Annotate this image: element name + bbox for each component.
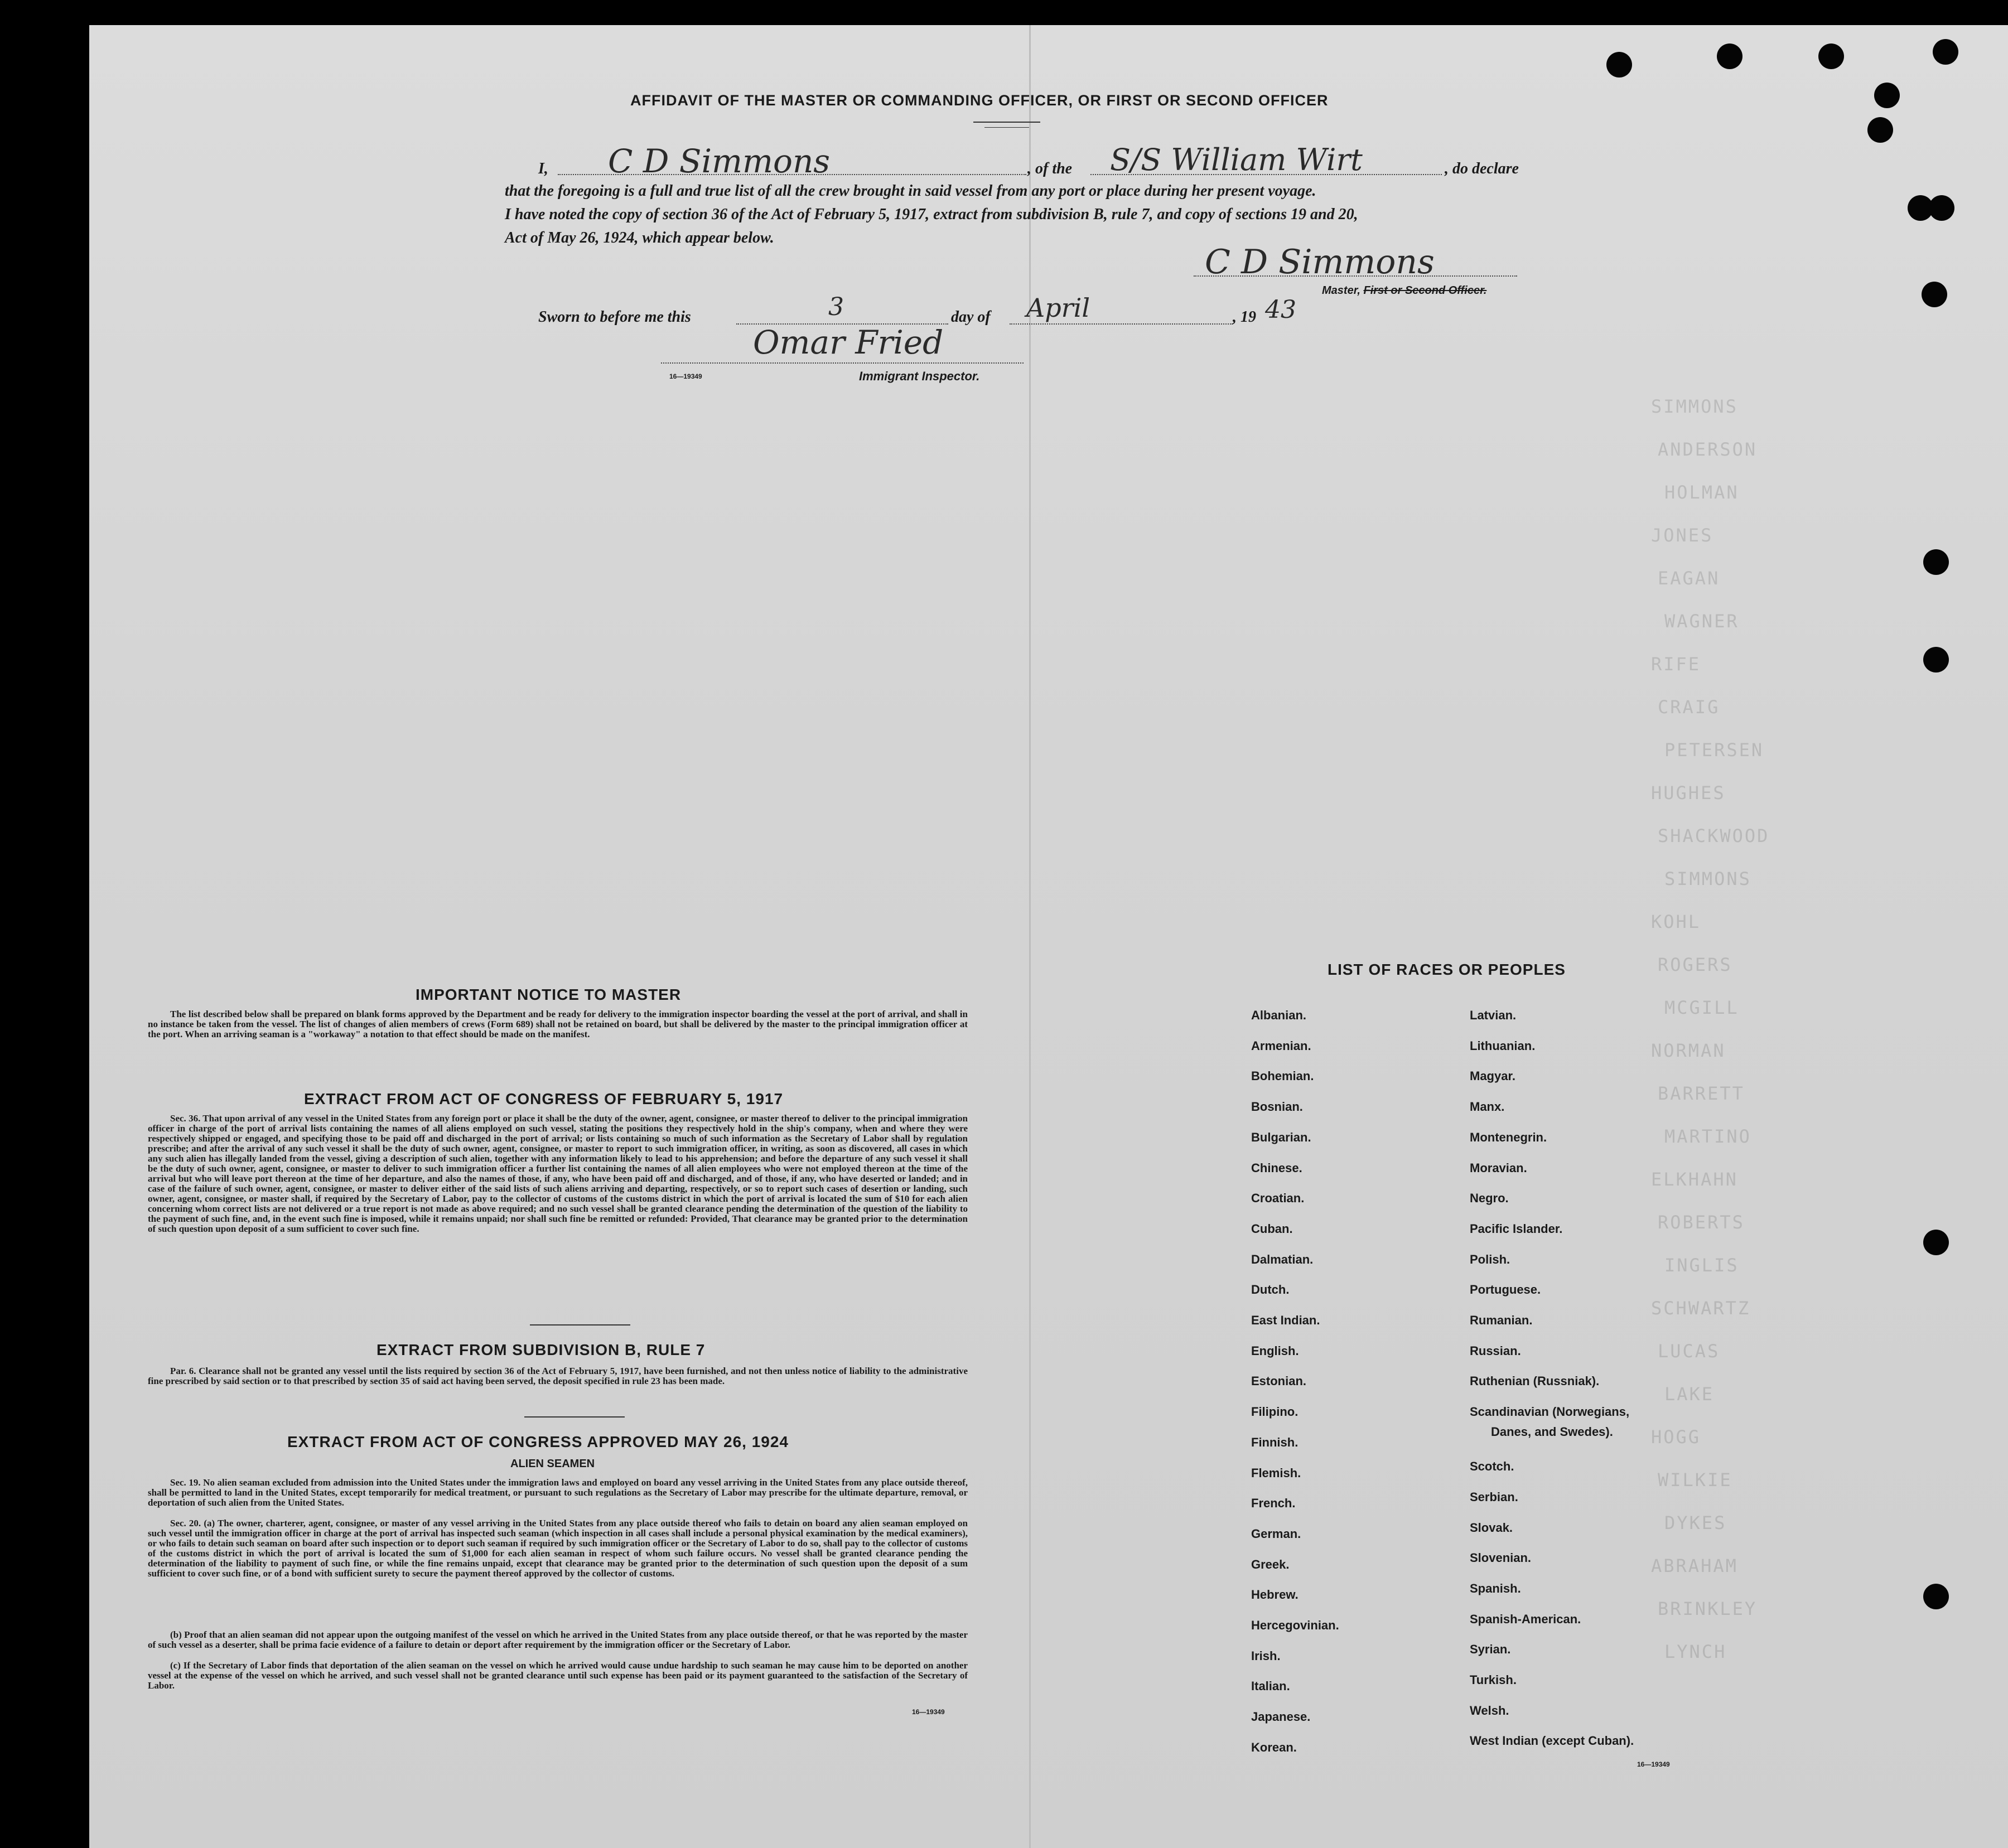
race-item: Greek. xyxy=(1251,1557,1290,1571)
race-item: English. xyxy=(1251,1343,1299,1358)
races-form-number: 16—19349 xyxy=(1637,1760,1670,1768)
punch-hole xyxy=(1717,43,1742,69)
race-item: Scandinavian (Norwegians, xyxy=(1470,1405,1630,1419)
race-item: Hercegovinian. xyxy=(1251,1618,1339,1632)
bleedthrough-name: ROGERS xyxy=(1658,954,1732,975)
races-title: LIST OF RACES OR PEOPLES xyxy=(1328,961,1566,978)
race-item: Danes, and Swedes). xyxy=(1491,1425,1613,1439)
sec20b-body: (b) Proof that an alien seaman did not appear upon the outgoing manifest of the vessel on which he arrived in the United States from any place outside thereof, or that he was reported by the master of such vessel as a deserter, shall be prima facie evidence of a failure to detain or deport after requirement by the immigration officer or the Secretary of Labor. xyxy=(148,1629,968,1650)
master-signature-line xyxy=(1194,250,1517,277)
punch-hole xyxy=(1818,43,1844,69)
bleedthrough-name: SIMMONS xyxy=(1664,868,1751,889)
signer-handwritten: C D Simmons xyxy=(608,142,831,180)
race-item: Dutch. xyxy=(1251,1283,1290,1297)
race-item: Flemish. xyxy=(1251,1465,1301,1480)
year-prefix: , 19 xyxy=(1233,308,1256,326)
bleedthrough-name: MARTINO xyxy=(1664,1126,1751,1147)
race-item: Pacific Islander. xyxy=(1470,1221,1563,1236)
race-item: Irish. xyxy=(1251,1648,1281,1663)
race-item: Scotch. xyxy=(1470,1459,1514,1474)
master-title-struck: First or Second Officer. xyxy=(1363,284,1487,297)
sworn-label: Sworn to before me this xyxy=(538,308,691,326)
master-title-text: Master, xyxy=(1322,284,1360,297)
master-title xyxy=(1322,284,1486,297)
race-item: Croatian. xyxy=(1251,1191,1305,1206)
bleedthrough-name: LYNCH xyxy=(1664,1641,1727,1662)
extract-1917-title: EXTRACT FROM ACT OF CONGRESS OF FEBRUARY 5, 1917 xyxy=(304,1090,784,1107)
race-item: Spanish-American. xyxy=(1470,1612,1581,1626)
punch-hole xyxy=(1874,83,1900,108)
bleedthrough-name: WILKIE xyxy=(1658,1469,1732,1491)
race-item: Magyar. xyxy=(1470,1069,1515,1083)
declaration-line4: Act of May 26, 1924, which appear below. xyxy=(505,229,774,246)
punch-hole xyxy=(1923,1230,1949,1255)
bleedthrough-name: LUCAS xyxy=(1658,1341,1720,1362)
race-item: Armenian. xyxy=(1251,1038,1311,1053)
bleedthrough-name: NORMAN xyxy=(1651,1040,1726,1061)
bleedthrough-name: ROBERTS xyxy=(1658,1212,1745,1233)
bleedthrough-name: LAKE xyxy=(1664,1383,1715,1405)
race-item: Portuguese. xyxy=(1470,1283,1541,1297)
punch-hole xyxy=(1933,39,1958,65)
inspector-title: Immigrant Inspector. xyxy=(859,369,980,383)
punch-hole xyxy=(1606,52,1632,78)
race-item: Italian. xyxy=(1251,1679,1290,1694)
bleedthrough-name: EAGAN xyxy=(1658,568,1720,589)
rule7-body: Par. 6. Clearance shall not be granted any vessel until the lists required by section 36 of the Act of February 5, 1917, have been furnished, and not then unless notice of liability to the administrative fine prescribed by said section or to that prescribed by section 35 of said act having been served, the deposit specified in rule 23 has been made. xyxy=(148,1366,968,1386)
bleedthrough-name: HOGG xyxy=(1651,1426,1701,1448)
bleedthrough-name: CRAIG xyxy=(1658,696,1720,718)
bleedthrough-name: WAGNER xyxy=(1664,611,1739,632)
race-item: Russian. xyxy=(1470,1343,1521,1358)
race-item: Slovak. xyxy=(1470,1520,1513,1535)
race-item: Albanian. xyxy=(1251,1008,1307,1022)
bleedthrough-name: INGLIS xyxy=(1664,1255,1739,1276)
bleedthrough-name: HOLMAN xyxy=(1664,482,1739,503)
punch-hole xyxy=(1923,1584,1949,1609)
bleedthrough-name: JONES xyxy=(1651,525,1713,546)
punch-hole xyxy=(1867,117,1893,143)
race-item: French. xyxy=(1251,1496,1296,1511)
race-item: Chinese. xyxy=(1251,1160,1302,1175)
race-item: East Indian. xyxy=(1251,1313,1320,1327)
alien-seamen-subtitle: ALIEN SEAMEN xyxy=(510,1458,595,1470)
race-item: Montenegrin. xyxy=(1470,1130,1547,1144)
race-item: German. xyxy=(1251,1526,1301,1541)
race-item: Hebrew. xyxy=(1251,1588,1299,1602)
inspector-signature: Omar Fried xyxy=(753,323,944,361)
race-item: Japanese. xyxy=(1251,1710,1311,1724)
race-item: Syrian. xyxy=(1470,1642,1511,1657)
bleedthrough-name: KOHL xyxy=(1651,911,1701,932)
sec20a-body: Sec. 20. (a) The owner, charterer, agent, consignee, or master of any vessel arriving in the United States from any place outside thereof who fails to detain on board any alien seaman employed on such vessel until the immigration officer in charge at the port of arrival has inspected such seaman (which inspection in all cases shall include a personal physical examination by the medical examiners), or who fails to detain such seaman on board after such inspection or to deport such seaman if required by such immigration officer or the Secretary of Labor to do so, shall pay to the collector of customs of the customs district in which the port of arrival is located the sum of $1,000 for each alien seaman in respect of whom such failure occurs. No vessel shall be granted clearance pending the determination of the liability to payment of such fine, or while the fine remains unpaid, except that clearance may be granted prior to the determination of such question upon the deposit of a sum sufficient to cover such fine, or of a bond with sufficient surety to secure the payment thereof approved by the collector of customs. xyxy=(148,1518,968,1579)
race-item: Finnish. xyxy=(1251,1435,1299,1449)
race-item: Korean. xyxy=(1251,1740,1297,1754)
race-item: Filipino. xyxy=(1251,1405,1299,1419)
sworn-day: 3 xyxy=(828,293,844,321)
declaration-line3: I have noted the copy of section 36 of the Act of February 5, 1917, extract from subdivision B, rule 7, and copy of sections 19 and 20, xyxy=(505,206,1358,223)
race-item: Bosnian. xyxy=(1251,1100,1303,1114)
punch-hole xyxy=(1923,647,1949,673)
notice-title: IMPORTANT NOTICE TO MASTER xyxy=(416,986,682,1003)
race-item: Estonian. xyxy=(1251,1374,1307,1389)
bleedthrough-name: ELKHAHN xyxy=(1651,1169,1738,1190)
race-item: Rumanian. xyxy=(1470,1313,1533,1327)
inspector-line xyxy=(661,346,1024,364)
race-item: Spanish. xyxy=(1470,1581,1521,1595)
of-the-label: , of the xyxy=(1027,160,1073,177)
punch-hole xyxy=(1922,282,1947,307)
rule7-title: EXTRACT FROM SUBDIVISION B, RULE 7 xyxy=(376,1341,706,1358)
race-item: Welsh. xyxy=(1470,1703,1509,1718)
bleedthrough-name: PETERSEN xyxy=(1664,739,1764,761)
race-item: Dalmatian. xyxy=(1251,1252,1314,1266)
bleedthrough-name: MCGILL xyxy=(1664,997,1739,1018)
race-item: Moravian. xyxy=(1470,1160,1527,1175)
declare-label: , do declare xyxy=(1445,160,1519,177)
sec20c-body: (c) If the Secretary of Labor finds that deportation of the alien seaman on the vessel on which he arrived would cause undue hardship to such seaman he may cause him to be deported on another vessel at the expense of the vessel on which he arrived, and such vessel shall not be granted clearance until such expense has been paid or its payment guaranteed to the satisfaction of the Secretary of Labor. xyxy=(148,1660,968,1691)
race-item: Bulgarian. xyxy=(1251,1130,1311,1144)
sworn-month: April xyxy=(1026,293,1090,323)
affidavit-title: AFFIDAVIT OF THE MASTER OR COMMANDING OFFICER, OR FIRST OR SECOND OFFICER xyxy=(630,92,1329,109)
section-divider xyxy=(530,1324,630,1325)
extract-1917-body: Sec. 36. That upon arrival of any vessel in the United States from any foreign port or place it shall be the duty of the owner, agent, consignee, or master thereof to deliver to the principal immigration officer in charge of the port of arrival lists containing the names of all aliens employed on such vessel, stating the positions they respectively hold in the ship's company, when and where they were respectively shipped or engaged, and specifying those to be paid off and discharged in the port of arrival; or lists containing so much of such information as the Secretary of Labor shall by regulation prescribe; and after the arrival of any such vessel it shall be the duty of such owner, agent, consignee, or master to report to such immigration officer, in writing, as soon as discovered, all cases in which any such alien has illegally landed from the vessel, giving a description of such alien, together with any information likely to lead to his apprehension; and before the departure of any such vessel it shall be the duty of such owner, agent, consignee, or master to deliver to such immigration officer a further list containing the names of all alien employees who were not employed thereon at the time of the arrival but who will leave port thereon at the time of her departure, and also the names of those, if any, who have been paid off and discharged, and of those, if any, who have deserted or landed; and in case of the failure of such owner, agent, consignee, or master to deliver either of the said lists of such aliens arriving and departing, respectively, or so to report such cases of desertion or landing, such owner, agent, consignee, or master shall, if required by the Secretary of Labor, pay to the collector of customs of the customs district in which the port of arrival is located the sum of $10 for each alien concerning whom correct lists are not delivered or a true report is not made as above required; and no such vessel shall be granted clearance pending the determination of the question of the liability to the payment of such fine, and, in the event such fine is imposed, while it remains unpaid; nor shall such fine be remitted or refunded: Provided, That clearance may be granted prior to the determination of such question upon deposit of a sum sufficient to cover such fine. xyxy=(148,1113,968,1234)
race-item: Slovenian. xyxy=(1470,1551,1532,1565)
race-item: Serbian. xyxy=(1470,1489,1518,1504)
race-item: Turkish. xyxy=(1470,1673,1517,1687)
race-item: Latvian. xyxy=(1470,1008,1517,1022)
race-item: Ruthenian (Russniak). xyxy=(1470,1374,1600,1389)
affidavit-form-number: 16—19349 xyxy=(669,372,702,380)
bleedthrough-name: SCHWARTZ xyxy=(1651,1298,1751,1319)
race-item: Polish. xyxy=(1470,1252,1510,1266)
sec19-body: Sec. 19. No alien seaman excluded from admission into the United States under the immigration laws and employed on board any vessel arriving in the United States from any place outside thereof, shall be permitted to land in the United States, except temporarily for medical treatment, or pursuant to such regulations as the Secretary of Labor may prescribe for the ultimate departure, removal, or deportation of such alien from the United States. xyxy=(148,1477,968,1508)
extract-1924-title: EXTRACT FROM ACT OF CONGRESS APPROVED MAY 26, 1924 xyxy=(287,1433,789,1450)
race-item: Manx. xyxy=(1470,1100,1505,1114)
day-of-label: day of xyxy=(951,308,991,326)
race-item: Bohemian. xyxy=(1251,1069,1314,1083)
punch-hole xyxy=(1929,195,1954,221)
bleedthrough-name: ABRAHAM xyxy=(1651,1555,1738,1576)
notice-body: The list described below shall be prepared on blank forms approved by the Department and be ready for delivery to the immigration inspector boarding the vessel at the port of arrival, and shall in no instance be taken from the vessel. The list of changes of alien members of crews (Form 689) shall not be retained on board, but shall be delivered by the master to the principal immigration officer at the port. When an arriving seaman is a "workaway" a notation to that effect should be made on the manifest. xyxy=(148,1009,968,1039)
bleedthrough-name: SIMMONS xyxy=(1651,396,1738,417)
bleedthrough-name: ANDERSON xyxy=(1658,439,1758,460)
bleedthrough-name: SHACKWOOD xyxy=(1658,825,1770,846)
i-label: I, xyxy=(538,160,548,177)
bleedthrough-name: RIFE xyxy=(1651,654,1701,675)
race-item: West Indian (except Cuban). xyxy=(1470,1734,1634,1748)
bleedthrough-name: BARRETT xyxy=(1658,1083,1745,1104)
punch-hole xyxy=(1923,549,1949,575)
race-item: Negro. xyxy=(1470,1191,1509,1206)
title-underline xyxy=(984,127,1029,128)
bleedthrough-name: DYKES xyxy=(1664,1512,1727,1533)
bleedthrough-name: HUGHES xyxy=(1651,782,1726,804)
master-signature: C D Simmons xyxy=(1205,243,1435,282)
race-item: Cuban. xyxy=(1251,1221,1293,1236)
vessel-handwritten: S/S William Wirt xyxy=(1110,142,1363,177)
section-divider xyxy=(524,1416,625,1418)
declaration-line2: that the foregoing is a full and true list of all the crew brought in said vessel from any port or place during her present voyage. xyxy=(505,182,1316,200)
title-underline xyxy=(973,122,1040,123)
race-item: Lithuanian. xyxy=(1470,1038,1536,1053)
year-suffix: 43 xyxy=(1265,296,1296,324)
bleedthrough-name: BRINKLEY xyxy=(1658,1598,1758,1619)
extract-form-number: 16—19349 xyxy=(912,1708,945,1716)
